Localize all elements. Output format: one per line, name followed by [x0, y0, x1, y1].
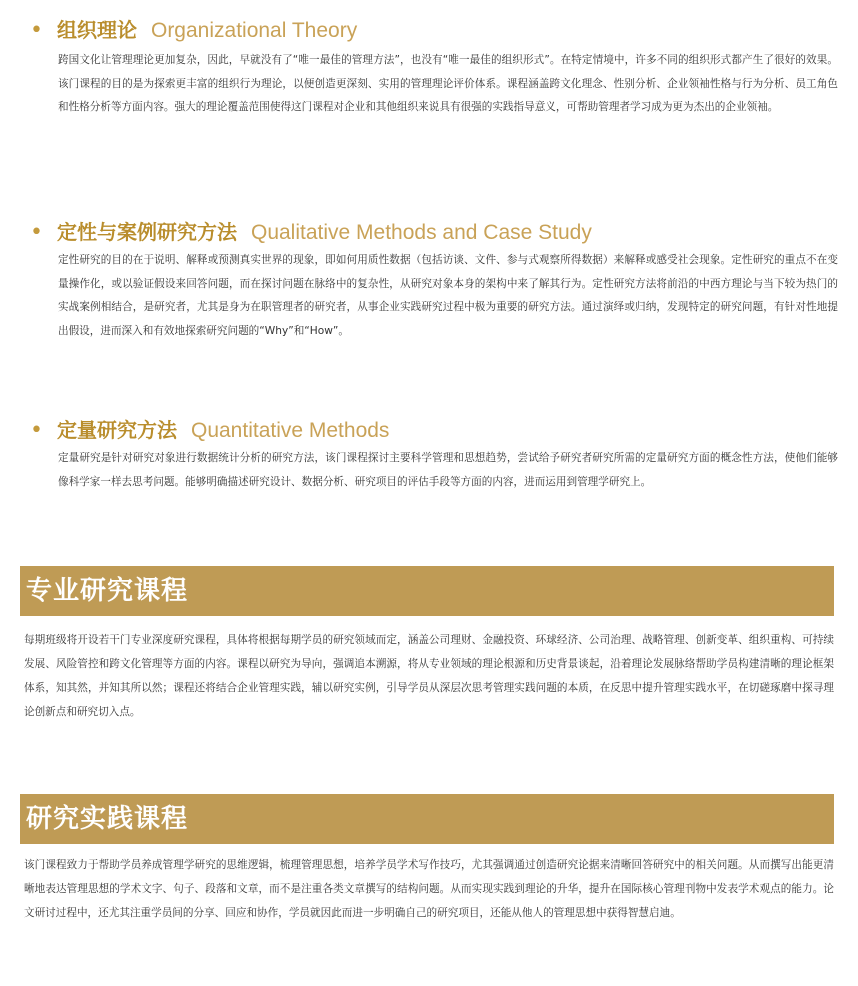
section-body: 定量研究是针对研究对象进行数据统计分析的研究方法，该门课程探讨主要科学管理和思想趋势，尝试给予研究者研究所需的定量研究方面的概念性方法，使他们能够像科学家一样去思考问题。能够明确描述研究设计、数据分析、研究项目的评估手段等方面的内容，进而运用到管理学研究上。 — [58, 452, 838, 488]
banner-title: 研究实践课程 — [26, 804, 189, 834]
heading-en: Quantitative Methods — [190, 419, 390, 442]
section-heading-organizational-theory — [30, 14, 357, 43]
heading-zh: 组织理论 — [56, 18, 137, 42]
bullet-icon: • — [30, 18, 43, 43]
heading-zh: 定性与案例研究方法 — [56, 220, 237, 244]
banner-body: 每期班级将开设若干门专业深度研究课程，具体将根据每期学员的研究领域而定，涵盖公司理财、金融投资、环球经济、公司治理、战略管理、创新变革、组织重构、可持续发展、风险管控和跨文化管理等方面的内容。课程以研究为导向，强调追本溯源，将从专业领域的理论根源和历史背景谈起，沿着理论发展脉络帮助学员构建清晰的理论框架体系，知其然，并知其所以然；课程还将结合企业管理实践，辅以研究实例，引导学员从深层次思考管理实践问题的本质，在反思中提升管理实践水平，在切磋琢磨中探寻理论创新点和研究切入点。 — [24, 634, 834, 718]
banner-professional-courses — [20, 566, 834, 616]
section-body: 跨国文化让管理理论更加复杂，因此，早就没有了“唯一最佳的管理方法”，也没有“唯一最佳的组织形式”。在特定情境中，许多不同的组织形式都产生了很好的效果。该门课程的目的是为探索更丰富的组织行为理论，以便创造更深刻、实用的管理理论评价体系。课程涵盖跨文化理念、性别分析、企业领袖性格与行为分析、员工角色和性格分析等方面内容。强大的理论覆盖范围使得这门课程对企业和其他组织来说具有很强的实践指导意义，可帮助管理者学习成为更为杰出的企业领袖。 — [58, 54, 838, 113]
section-heading-quantitative-methods — [30, 414, 389, 443]
bullet-icon: • — [30, 418, 43, 443]
section-body: 定性研究的目的在于说明、解释或预测真实世界的现象，即如何用质性数据（包括访谈、文件、参与式观察所得数据）来解释或感受社会现象。定性研究的重点不在变量操作化，或以验证假设来回答问题，而在探讨问题在脉络中的复杂性，从研究对象本身的架构中来了解其行为。定性研究方法将前沿的中西方理论与当下较为热门的实战案例相结合，是研究者，尤其是身为在职管理者的研究者，从事企业实践研究过程中极为重要的研究方法。通过演绎或归纳，发现特定的研究问题，有针对性地提出假设，进而深入和有效地探索研究问题的“Why”和“How”。 — [58, 254, 838, 337]
heading-en: Organizational Theory — [150, 19, 358, 42]
banner-title: 专业研究课程 — [26, 576, 189, 606]
bullet-icon: • — [30, 220, 43, 245]
banner-body: 该门课程致力于帮助学员养成管理学研究的思维逻辑，梳理管理思想，培养学员学术写作技巧，尤其强调通过创造研究论据来清晰回答研究中的相关问题。从而撰写出能更清晰地表达管理思想的学术文字、句子、段落和文章，而不是注重各类文章撰写的结构问题。从而实现实践到理论的升华，提升在国际核心管理刊物中发表学术观点的能力。论文研讨过程中，还尤其注重学员间的分享、回应和协作，学员就因此而进一步明确自己的研究项目，还能从他人的管理思想中获得智慧启迪。 — [24, 859, 834, 919]
heading-zh: 定量研究方法 — [56, 418, 177, 442]
heading-en: Qualitative Methods and Case Study — [250, 221, 592, 244]
section-heading-qualitative-methods — [30, 216, 592, 245]
banner-research-practice — [20, 794, 834, 844]
